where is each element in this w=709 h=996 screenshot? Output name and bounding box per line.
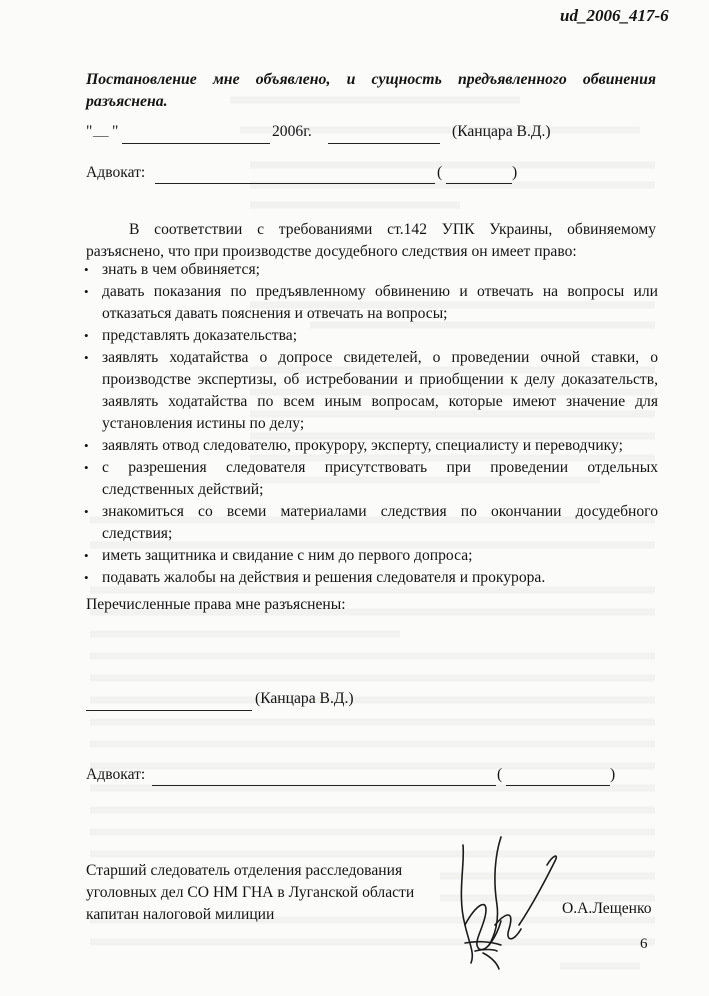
advocate-label-top: Адвокат: [86, 164, 146, 181]
right-item: • иметь защитника и свидание с ним до первого допроса; [84, 545, 658, 567]
date-month-line [122, 143, 270, 144]
advocate-paren-open-top: ( [437, 164, 443, 181]
investigator-name: О.А.Лещенко [562, 900, 652, 917]
investigator-title-line: капитан налоговой милиции [86, 906, 275, 923]
investigator-title-line: уголовных дел СО НМ ГНА в Луганской области [86, 884, 415, 901]
bullet-icon: • [84, 504, 89, 519]
investigator-signature-icon [435, 825, 575, 975]
advocate-paren-close-bottom: ) [610, 766, 616, 783]
advocate-paren-open-bottom: ( [497, 766, 503, 783]
right-item: • заявлять отвод следователю, прокурору, эксперту, специалисту и переводчику; [84, 435, 658, 457]
investigator-title-line: Старший следователь отделения расследования [86, 862, 403, 879]
rights-list [84, 259, 658, 589]
date-day-close-quote: " [112, 123, 119, 140]
right-item: • давать показания по предъявленному обвинению и отвечать на вопросы или отказаться давать пояснения и отвечать на вопросы; [84, 283, 658, 322]
intro-paragraph: В соответствии с требованиями ст.142 УПК Украины, обвиняемому разъяснено, что при производстве досудебного следствия он имеет право: [86, 221, 656, 260]
bullet-icon: • [84, 262, 89, 277]
advocate-sign-line-bottom [152, 785, 496, 786]
investigator-title [86, 860, 446, 926]
right-item: • знать в чем обвиняется; [84, 259, 658, 281]
rights-confirmed: Перечисленные права мне разъяснены: [86, 596, 346, 613]
right-item: • подавать жалобы на действия и решения следователя и прокурора. [84, 567, 658, 589]
date-day-open-quote: " [86, 123, 93, 140]
accused-name: (Канцара В.Д.) [255, 690, 354, 707]
right-item: • заявлять ходатайства о допросе свидетелей, о проведении очной ставки, о производстве экспертизы, об истребовании и приобщении к делу доказательств, заявлять ходатайства по всем иным вопросам, которые имеют значение для установления истины по делу; [84, 349, 658, 432]
bullet-icon: • [84, 328, 89, 343]
advocate-label-bottom: Адвокат: [86, 766, 146, 783]
accused-name-top: (Канцара В.Д.) [452, 123, 551, 140]
document-id: ud_2006_417-6 [560, 6, 669, 25]
heading: Постановление мне объявлено, и сущность предъявленного обвинения разъяснена. [86, 71, 656, 110]
bullet-icon: • [84, 350, 89, 365]
advocate-paren-close-top: ) [512, 164, 518, 181]
advocate-name-line-bottom [506, 785, 610, 786]
accused-sign-line [86, 710, 252, 711]
right-item: • знакомиться со всеми материалами следствия по окончании досудебного следствия; [84, 503, 658, 542]
right-item: • представлять доказательства; [84, 325, 658, 347]
date-year: 2006г. [272, 123, 312, 140]
bullet-icon: • [84, 284, 89, 299]
accused-sign-line-top [328, 143, 440, 144]
date-day-value: __ [93, 122, 109, 139]
bullet-icon: • [84, 548, 89, 563]
bullet-icon: • [84, 460, 89, 475]
advocate-sign-line-top [155, 183, 435, 184]
page-number: 6 [640, 936, 648, 952]
advocate-name-line-top [446, 183, 512, 184]
bullet-icon: • [84, 438, 89, 453]
bullet-icon: • [84, 570, 89, 585]
right-item: • с разрешения следователя присутствовать при проведении отдельных следственных действий; [84, 459, 658, 498]
